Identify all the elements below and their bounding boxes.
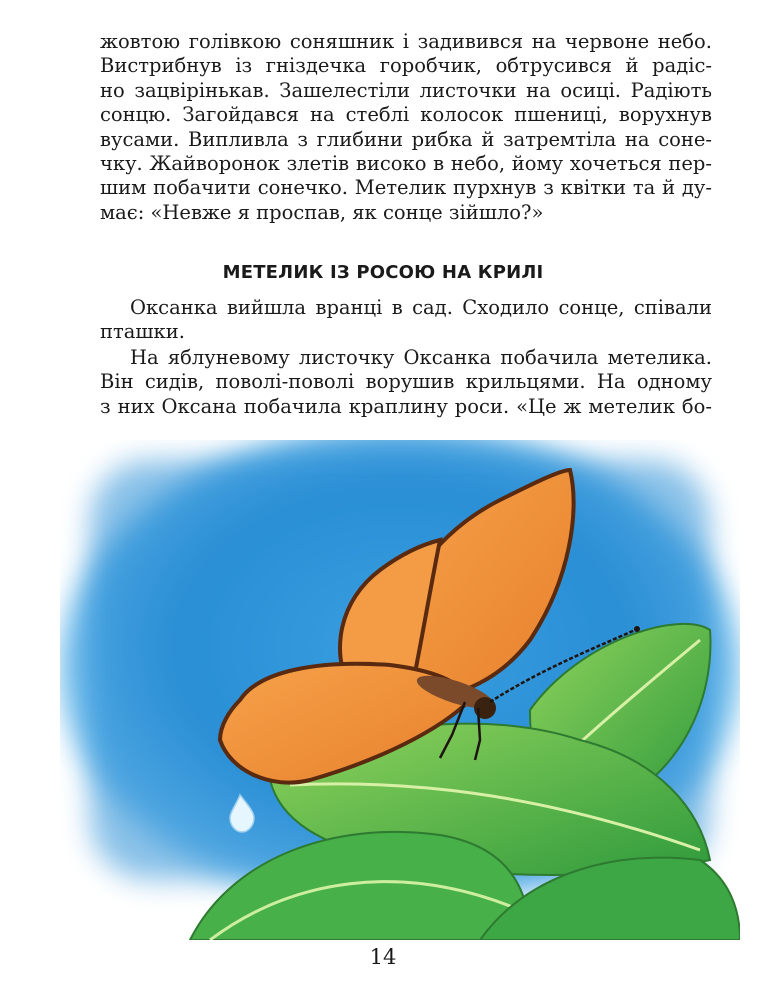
text-line: Оксанка вийшла вранці в сад. Сходило сонце, співали — [130, 296, 712, 319]
paragraph-intro — [100, 30, 712, 225]
text-line: чку. Жайворонок злетів високо в небо, йому хочеться пер- — [100, 152, 712, 176]
text-line: шим побачити сонечко. Метелик пурхнув з квітки та й ду- — [100, 176, 712, 200]
text-line: Він сидів, поволі-поволі ворушив крильцями. На одному — [100, 370, 712, 394]
text-line: но зацвірінькав. Зашелестіли листочки на осиці. Радіють — [100, 78, 712, 102]
text-line: пташки. — [100, 320, 185, 344]
story-title: МЕТЕЛИК ІЗ РОСОЮ НА КРИЛІ — [222, 262, 544, 283]
text-line: з них Оксана побачила краплину роси. «Це ж метелик бо- — [100, 394, 712, 418]
paragraph-butterfly — [100, 346, 712, 419]
text-line: вусами. Випливла з глибини рибка й затремтіла на соне- — [100, 127, 712, 151]
butterfly-illustration — [60, 440, 740, 940]
text-line: сонцю. Загойдався на стеблі колосок пшениці, ворухнув — [100, 103, 712, 127]
text-line: має: «Невже я проспав, як сонце зійшло?» — [100, 200, 544, 224]
page-number: 14 — [369, 945, 397, 969]
text-line: жовтою голівкою соняшник і задивився на червоне небо. — [100, 30, 712, 53]
text-line: Вистрибнув із гніздечка горобчик, обтрусився й радіс- — [100, 54, 712, 78]
paragraph-garden — [100, 296, 712, 345]
text-line: На яблуневому листочку Оксанка побачила метелика. — [130, 346, 712, 369]
